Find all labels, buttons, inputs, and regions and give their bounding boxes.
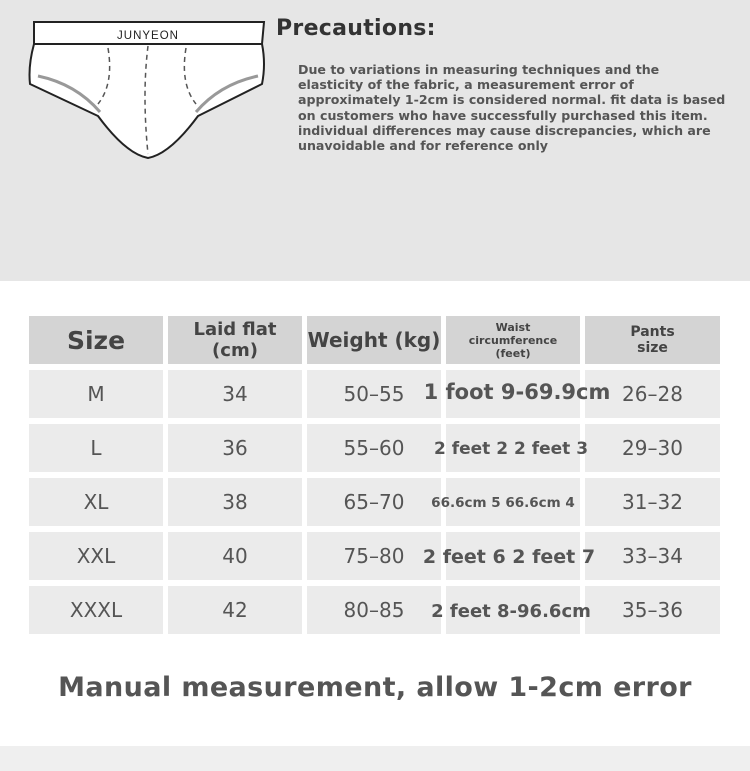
table-row-cell-pants: 35–36 <box>585 586 720 634</box>
table-row-cell-weight: 55–60 <box>307 424 441 472</box>
table-row-cell-size: XXXL <box>29 586 163 634</box>
precautions-panel <box>0 0 750 281</box>
table-row-cell-weight: 50–55 <box>307 370 441 418</box>
table-row-cell-laid-flat: 34 <box>168 370 302 418</box>
waist-value-xxxl: 2 feet 8-96.6cm <box>431 601 591 622</box>
table-row-cell-laid-flat: 36 <box>168 424 302 472</box>
table-row-cell-laid-flat: 42 <box>168 586 302 634</box>
table-row-cell-weight: 75–80 <box>307 532 441 580</box>
header-size: Size <box>29 316 163 364</box>
table-row-cell-weight: 65–70 <box>307 478 441 526</box>
waist-value-m: 1 foot 9-69.9cm <box>423 380 611 404</box>
waist-value-xxl: 2 feet 6 2 feet 7 <box>422 546 596 568</box>
bottom-strip <box>0 746 750 771</box>
footer-note: Manual measurement, allow 1-2cm error <box>58 672 692 703</box>
precautions-text: Due to variations in measuring techniques and the elasticity of the fabric, a measurement error of approximately 1-2cm is considered normal. fit data is based on customers who have successfully purchased this item. individual differences may cause discrepancies, which are unavoidable and for reference only <box>298 62 726 154</box>
waist-value-xl: 66.6cm 5 66.6cm 4 <box>431 495 575 511</box>
table-row-cell-size: XL <box>29 478 163 526</box>
table-row-cell-size: XXL <box>29 532 163 580</box>
header-weight: Weight (kg) <box>307 316 441 364</box>
table-row-cell-weight: 80–85 <box>307 586 441 634</box>
table-row-cell-pants: 31–32 <box>585 478 720 526</box>
table-row-cell-pants: 26–28 <box>585 370 720 418</box>
precautions-title: Precautions: <box>276 16 436 41</box>
table-row-cell-pants: 33–34 <box>585 532 720 580</box>
table-row-cell-laid-flat: 40 <box>168 532 302 580</box>
header-waist: Waist circumference (feet) <box>446 316 580 364</box>
header-laid-flat: Laid flat (cm) <box>168 316 302 364</box>
waist-value-l: 2 feet 2 2 feet 3 <box>433 439 589 459</box>
table-row-cell-pants: 29–30 <box>585 424 720 472</box>
header-pants-size: Pants size <box>585 316 720 364</box>
table-row-cell-laid-flat: 38 <box>168 478 302 526</box>
table-row-cell-size: L <box>29 424 163 472</box>
size-chart-table <box>29 316 721 638</box>
table-row-cell-size: M <box>29 370 163 418</box>
briefs-illustration <box>26 14 270 162</box>
brand-label: JUNYEON <box>117 30 179 42</box>
